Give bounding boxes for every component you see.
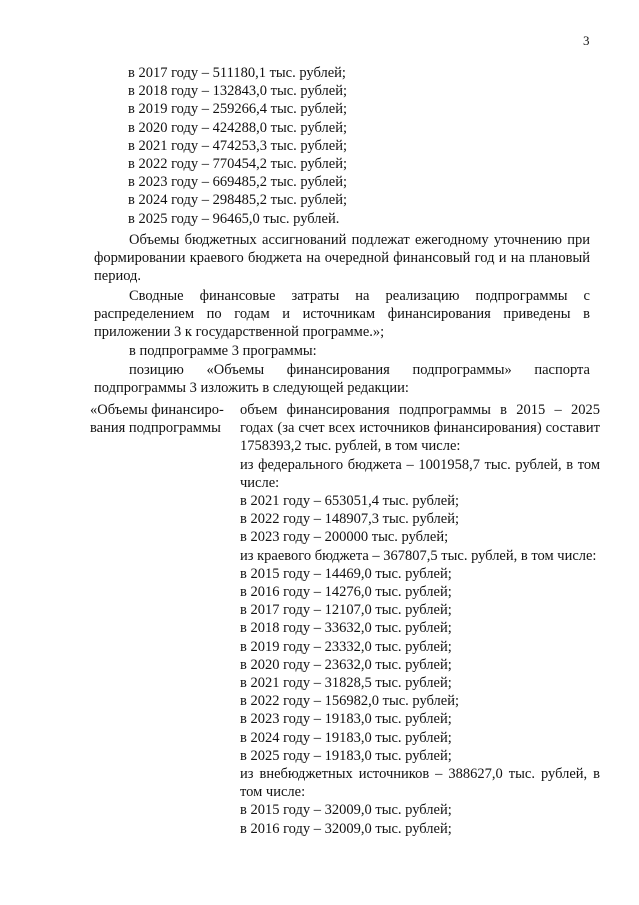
list-item: в 2020 году – 23632,0 тыс. рублей; — [240, 656, 452, 673]
list-item: в 2018 году – 33632,0 тыс. рублей; — [240, 620, 452, 637]
list-item: в 2025 году – 19183,0 тыс. рублей; — [240, 747, 452, 764]
position-paragraph: позицию «Объемы финансирования подпрограммы» паспорта подпрограммы 3 изложить в следующей редакции: — [94, 362, 590, 397]
position-paragraph-block — [94, 361, 590, 397]
list-item: в 2017 году – 12107,0 тыс. рублей; — [240, 602, 452, 619]
list-item: в 2023 году – 19183,0 тыс. рублей; — [240, 711, 452, 728]
list-item: в 2016 году – 32009,0 тыс. рублей; — [240, 820, 452, 837]
budget-paragraph-block — [94, 231, 590, 286]
list-item: в 2019 году – 259266,4 тыс. рублей; — [128, 101, 348, 118]
list-item: в 2021 году – 653051,4 тыс. рублей; — [240, 493, 460, 510]
budget-paragraph: Объемы бюджетных ассигнований подлежат ежегодному уточнению при формировании краевого бюджета на очередной финансовый год и на плановый период. — [94, 232, 590, 285]
table-label: «Объемы финансиро-вания подпрограммы — [90, 402, 224, 437]
year-list — [128, 64, 347, 228]
table-label-cell — [90, 401, 235, 437]
list-item: в 2022 году – 770454,2 тыс. рублей; — [128, 156, 348, 173]
list-item: в 2024 году – 298485,2 тыс. рублей; — [128, 192, 348, 209]
table-value-cell — [240, 401, 600, 838]
list-item: в 2019 году – 23332,0 тыс. рублей; — [240, 638, 452, 655]
list-item: в 2024 году – 19183,0 тыс. рублей; — [240, 729, 452, 746]
extrabudget-head: из внебюджетных источников – 388627,0 тыс. рублей, в том числе: — [240, 766, 600, 801]
subprogram-line: в подпрограмме 3 программы: — [129, 343, 317, 359]
list-item: в 2023 году – 669485,2 тыс. рублей; — [128, 174, 348, 191]
list-item: в 2016 году – 14276,0 тыс. рублей; — [240, 584, 452, 601]
subprogram-line-block — [94, 342, 590, 360]
list-item: в 2021 году – 31828,5 тыс. рублей; — [240, 675, 452, 692]
list-item: в 2020 году – 424288,0 тыс. рублей; — [128, 119, 348, 136]
regional-head: из краевого бюджета – 367807,5 тыс. рублей, в том числе: — [240, 547, 597, 564]
page-number: 3 — [583, 33, 590, 48]
summary-paragraph-block — [94, 287, 590, 342]
table-intro: объем финансирования подпрограммы в 2015 – 2025 годах (за счет всех источников финансирования) составит 1758393,2 тыс. рублей, в том числе: — [240, 402, 600, 455]
list-item: в 2022 году – 156982,0 тыс. рублей; — [240, 693, 460, 710]
list-item: в 2021 году – 474253,3 тыс. рублей; — [128, 137, 348, 154]
list-item: в 2023 году – 200000 тыс. рублей; — [240, 529, 449, 546]
list-item: в 2018 году – 132843,0 тыс. рублей; — [128, 83, 348, 100]
list-item: в 2015 году – 32009,0 тыс. рублей; — [240, 802, 452, 819]
federal-head: из федерального бюджета – 1001958,7 тыс. рублей, в том числе: — [240, 456, 600, 491]
list-item: в 2022 году – 148907,3 тыс. рублей; — [240, 511, 460, 528]
list-item: в 2017 году – 511180,1 тыс. рублей; — [128, 65, 346, 81]
summary-paragraph: Сводные финансовые затраты на реализацию подпрограммы с распределением по годам и источникам финансирования приведены в приложении 3 к государственной программе.»; — [94, 288, 590, 341]
list-item: в 2025 году – 96465,0 тыс. рублей. — [128, 210, 340, 227]
list-item: в 2015 году – 14469,0 тыс. рублей; — [240, 565, 452, 582]
